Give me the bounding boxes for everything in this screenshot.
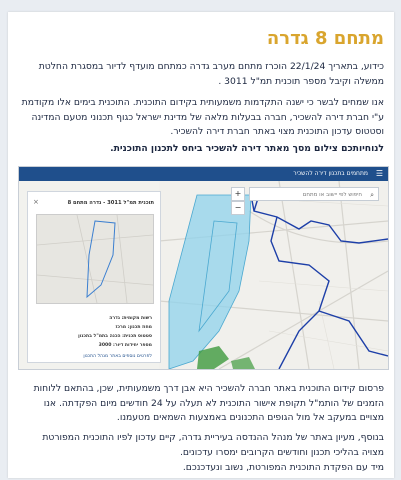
map-screenshot — [18, 166, 389, 370]
paragraph-closing: מיד עם הפקדת התוכנית המפורטת, נשוב ונעדכנכם. — [182, 462, 384, 473]
page-title: מתחם 8 גדרה — [266, 28, 384, 49]
zoom-in-button[interactable]: + — [231, 187, 245, 201]
search-icon: ⌕ — [370, 191, 374, 199]
detail-housing-units: מספר יחידות דיור: 3000 — [98, 343, 152, 348]
article-page — [8, 12, 394, 478]
app-title: מתחמים בתכנון דירה להשכיר — [293, 170, 368, 177]
menu-icon: ☰ — [375, 169, 383, 178]
paragraph-municipality: בנוסף, מעיון באתר של מנהל ההנדסה בעיריית גדרה, קיים עדכון לפיו התוכנית המפורטת מצויה בהליכי תכנון וחודשים הקרובים ימסרו עדכונים. — [42, 432, 384, 458]
plan-minimap — [36, 214, 154, 304]
app-header — [19, 167, 388, 181]
plan-details-panel — [27, 191, 161, 363]
close-icon[interactable]: × — [33, 198, 39, 206]
detail-plan-status: סטטוס תכנית: הכנה בתמ"ל בתכנון — [78, 334, 152, 339]
paragraph-progress: אנו שמחים לבשר כי ישנה התקדמות משמעותית בקידום התוכנית. התוכנית בימים אלו מקודמת ע"י חברת דירה להשכיר, חברה בבעלות מלאה של מדינת ישראל כגוף תכנוני מטעם המדינה וסטטוס עדכון התוכנית מצוי באתר חברת דירה להשכיר. — [21, 97, 384, 137]
map-canvas — [159, 181, 388, 369]
paragraph-milestone: פרסום קידום התוכנית באתר חברה להשכיר היא אבן דרך משמעותית, שכן, בהתאם ללוחות הזמנים של הותמ"ל תקופת אישור התוכנית לא תעלה על 24 חודשים מיום הפקדתה. אנו מצויים במעקב אל מול הגופים התכנונים באמצעות השמאים מטעמנו. — [33, 383, 384, 423]
paragraph-screenshot-intro: לנוחיותכם צילום מסך מאתר דירה להשכיר ביחס לתכנון התוכנית. — [110, 143, 384, 154]
detail-local-authority: רשות מקומית: גדרה — [109, 316, 152, 321]
paragraph-announcement: כידוע, בתאריך 22/1/24 הוכרז מתחם מערב גדרה כמתחם מועדף לדיור במסגרת החלטת ממשלה וקיבל מספר תוכנית תמ"ל 3011 . — [38, 61, 384, 87]
search-placeholder: חיפוש לפי יישוב או מתחם — [302, 192, 362, 198]
search-input[interactable] — [249, 187, 379, 201]
more-details-link[interactable]: לפרטים נוספים באתר מנהל התכנון — [83, 354, 152, 359]
panel-heading: תוכנית תמ"ל 3011 - גדרה מתחם 8 — [67, 200, 154, 206]
minimap-drawing — [37, 215, 153, 303]
zoom-out-button[interactable]: − — [231, 201, 245, 215]
detail-planning-district: מחוז תכנון: מרכז — [115, 325, 152, 330]
